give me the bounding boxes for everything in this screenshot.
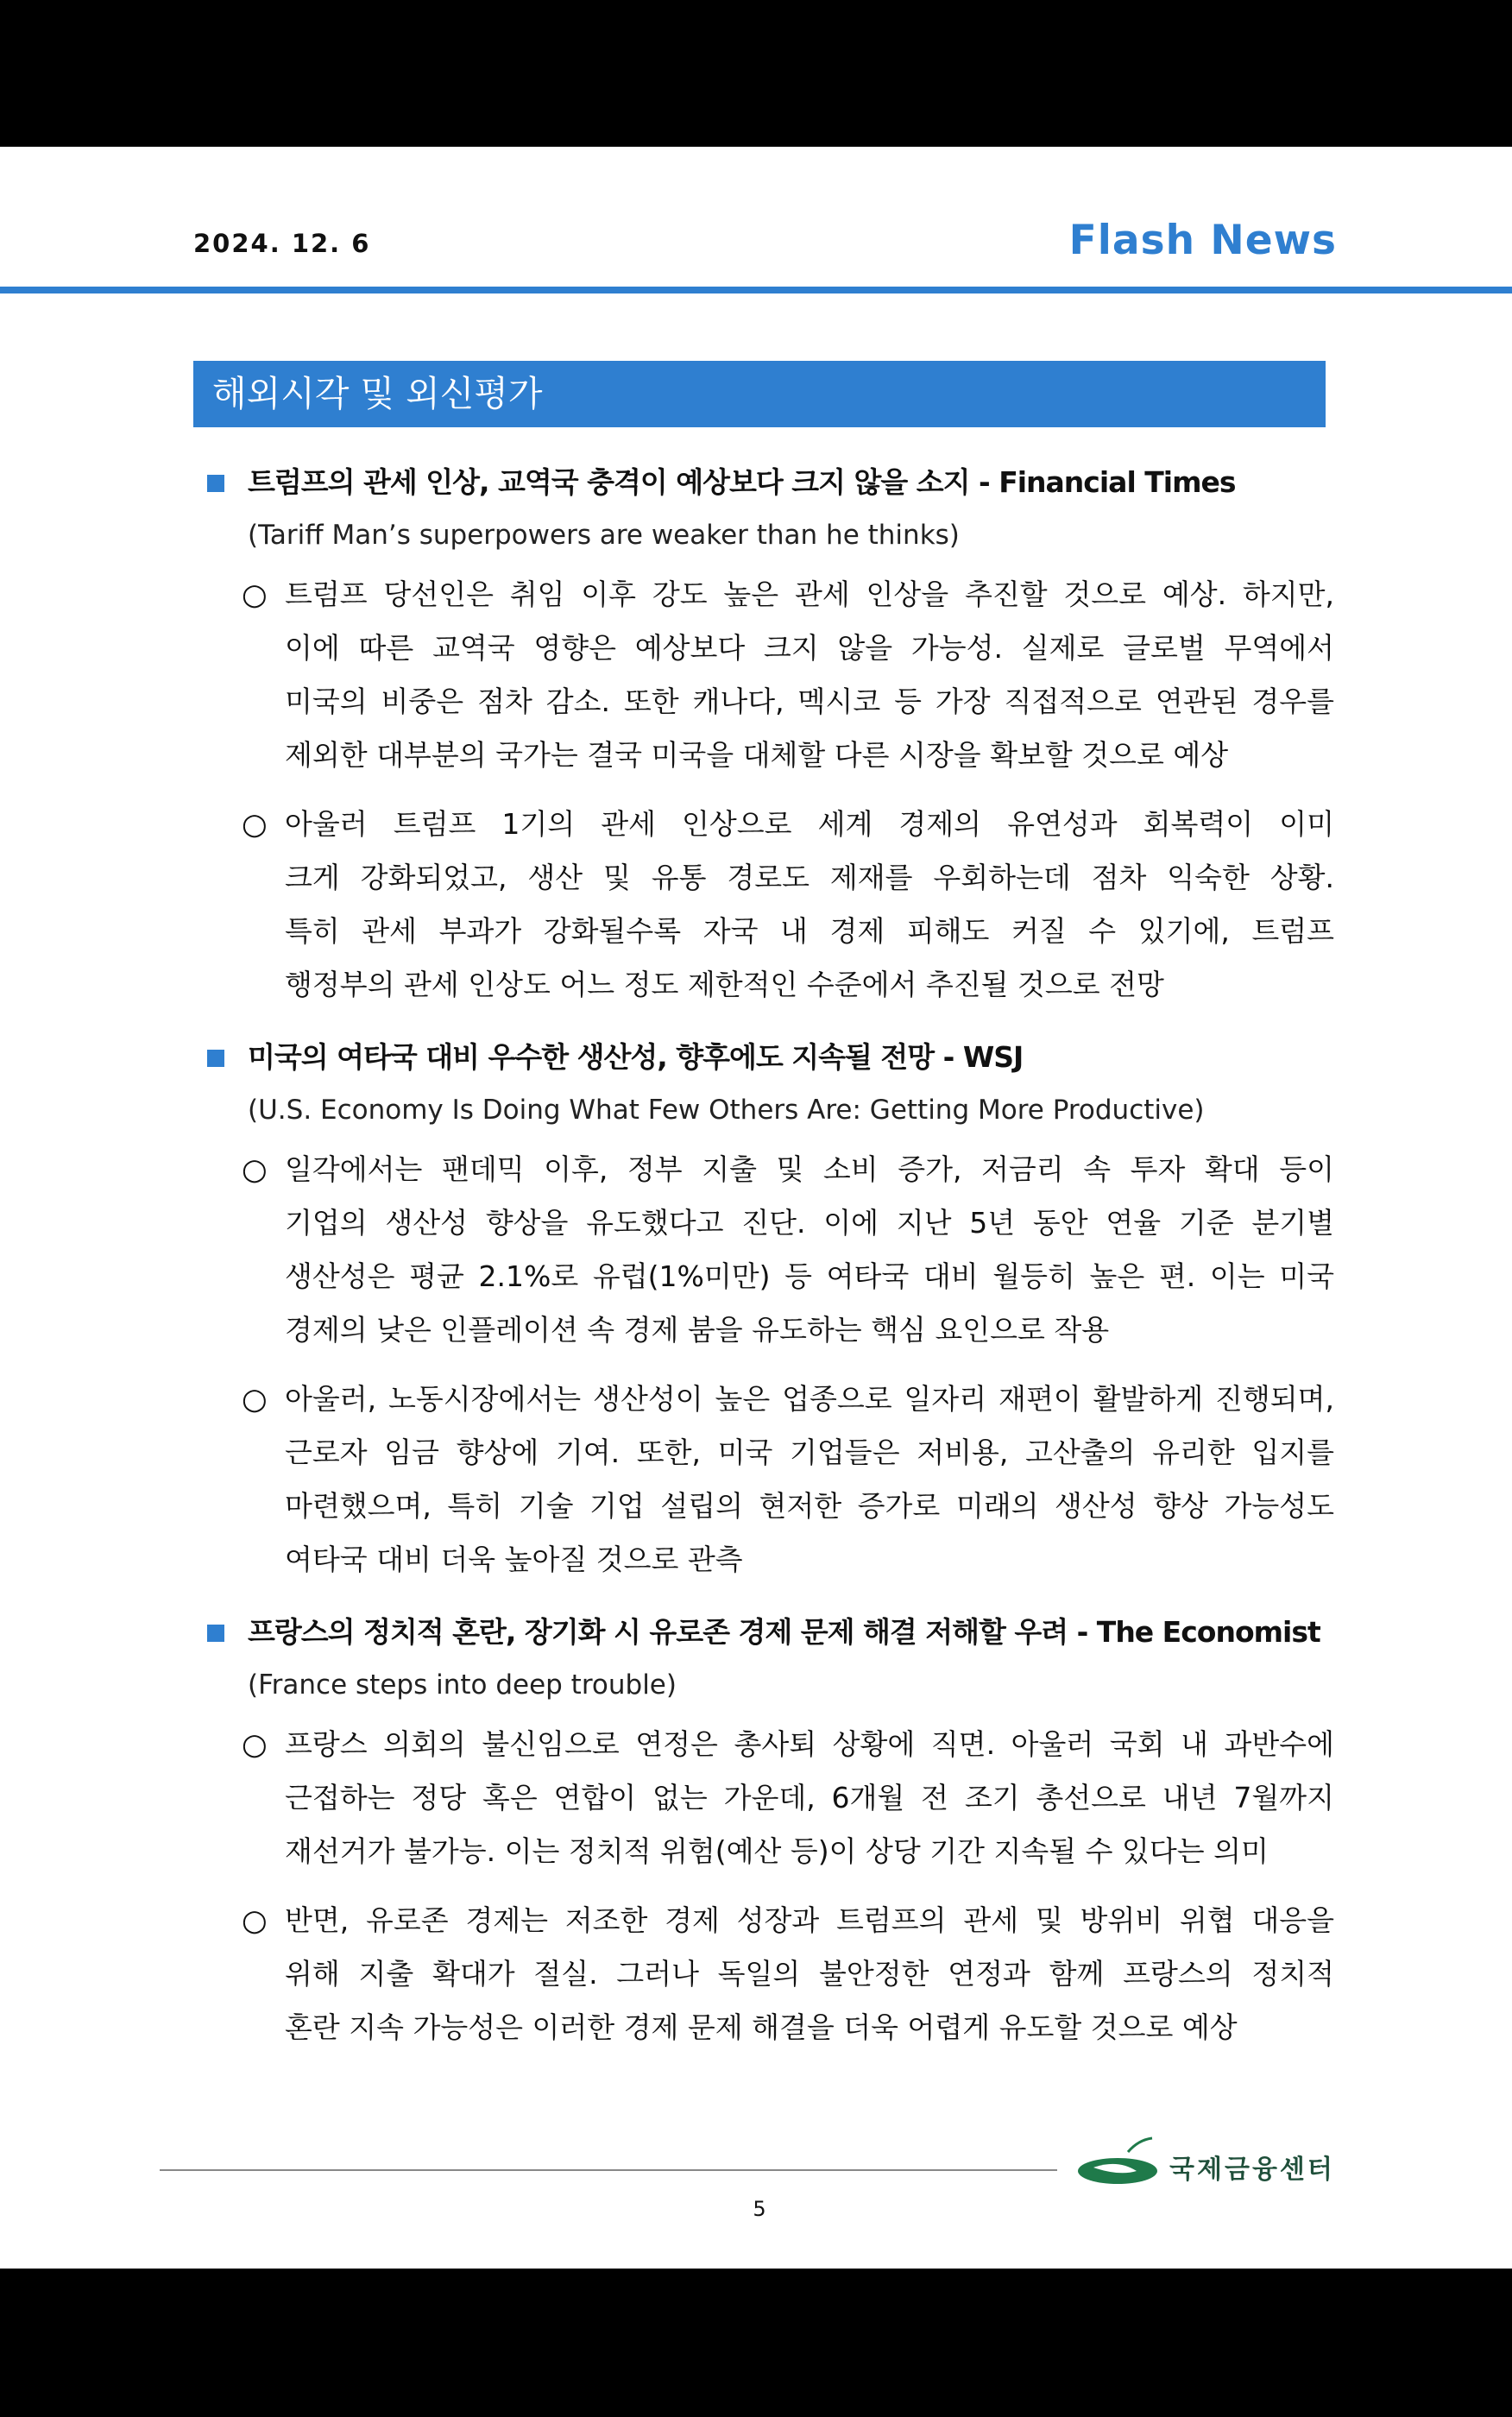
bullet-text-line: 프랑스 의회의 불신임으로 연정은 총사퇴 상황에 직면. 아울러 국회 내 과반수에 xyxy=(285,1727,1334,1761)
circle-bullet-icon: ○ xyxy=(242,1727,268,1762)
article-3 xyxy=(198,1606,1334,2070)
report-date: 2024. 12. 6 xyxy=(193,229,371,258)
bullet-point xyxy=(242,798,1334,1012)
bullet-point xyxy=(242,1373,1334,1587)
square-bullet-icon xyxy=(207,475,224,492)
bullet-text-line: 미국의 비중은 점차 감소. 또한 캐나다, 멕시코 등 가장 직접적으로 연관된 경우를 xyxy=(285,685,1334,718)
footer-rule xyxy=(160,2169,1057,2171)
article-subtitle: (U.S. Economy Is Doing What Few Others Are: Getting More Productive) xyxy=(248,1095,1205,1126)
bullet-point xyxy=(242,1894,1334,2054)
square-bullet-icon xyxy=(207,1050,224,1067)
bullet-text-line: 특히 관세 부과가 강화될수록 자국 내 경제 피해도 커질 수 있기에, 트럼프 xyxy=(285,914,1334,948)
square-bullet-icon xyxy=(207,1625,224,1642)
circle-bullet-icon: ○ xyxy=(242,577,268,612)
bullet-text-line: 일각에서는 팬데믹 이후, 정부 지출 및 소비 증가, 저금리 속 투자 확대 등이 xyxy=(285,1152,1334,1186)
document-page xyxy=(0,147,1512,2269)
bullet-text-line: 마련했으며, 특히 기술 기업 설립의 현저한 증가로 미래의 생산성 향상 가능성도 xyxy=(285,1489,1334,1523)
bullet-text-line: 트럼프 당선인은 취임 이후 강도 높은 관세 인상을 추진할 것으로 예상. 하지만, xyxy=(285,577,1334,611)
bullet-text-line: 제외한 대부분의 국가는 결국 미국을 대체할 다른 시장을 확보할 것으로 예상 xyxy=(285,738,1229,772)
bullet-text-line: 아울러 트럼프 1기의 관세 인상으로 세계 경제의 유연성과 회복력이 이미 xyxy=(285,807,1334,841)
bullet-text-line: 경제의 낮은 인플레이션 속 경제 붐을 유도하는 핵심 요인으로 작용 xyxy=(285,1313,1110,1347)
bullet-text-line: 재선거가 불가능. 이는 정치적 위험(예산 등)이 상당 기간 지속될 수 있다는 의미 xyxy=(285,1834,1269,1868)
circle-bullet-icon: ○ xyxy=(242,1152,268,1187)
article-1 xyxy=(198,456,1334,1027)
bullet-text-line: 기업의 생산성 향상을 유도했다고 진단. 이에 지난 5년 동안 연율 기준 분기별 xyxy=(285,1206,1334,1240)
bullet-text-line: 행정부의 관세 인상도 어느 정도 제한적인 수준에서 추진될 것으로 전망 xyxy=(285,968,1164,1001)
bullet-text-line: 혼란 지속 가능성은 이러한 경제 문제 해결을 더욱 어렵게 유도할 것으로 예상 xyxy=(285,2010,1238,2044)
bullet-text-line: 반면, 유로존 경제는 저조한 경제 성장과 트럼프의 관세 및 방위비 위협 대응을 xyxy=(285,1903,1334,1937)
bullet-text-line: 근로자 임금 향상에 기여. 또한, 미국 기업들은 저비용, 고산출의 유리한 입지를 xyxy=(285,1436,1334,1469)
article-title: 미국의 여타국 대비 우수한 생산성, 향후에도 지속될 전망 - WSJ xyxy=(198,1031,1334,1084)
bullet-point xyxy=(242,1718,1334,1878)
article-2 xyxy=(198,1031,1334,1602)
bullet-text-line: 크게 강화되었고, 생산 및 유통 경로도 제재를 우회하는데 점차 익숙한 상황. xyxy=(285,861,1334,894)
bullet-text-line: 위해 지출 확대가 절실. 그러나 독일의 불안정한 연정과 함께 프랑스의 정치적 xyxy=(285,1957,1334,1991)
article-subtitle: (France steps into deep trouble) xyxy=(248,1669,677,1701)
article-title: 트럼프의 관세 인상, 교역국 충격이 예상보다 크지 않을 소지 - Financial Times xyxy=(198,456,1334,509)
bullet-point xyxy=(242,568,1334,782)
footer-org-name: 국제금융센터 xyxy=(1169,2155,1335,2185)
header-rule xyxy=(0,287,1512,293)
circle-bullet-icon: ○ xyxy=(242,807,268,842)
kcif-logo-icon xyxy=(1076,2133,1162,2193)
report-brand: Flash News xyxy=(1068,217,1337,264)
bullet-text-line: 이에 따른 교역국 영향은 예상보다 크지 않을 가능성. 실제로 글로벌 무역에서 xyxy=(285,631,1334,665)
section-title: 해외시각 및 외신평가 xyxy=(193,361,1326,427)
page-number: 5 xyxy=(753,2197,766,2221)
bullet-point xyxy=(242,1143,1334,1357)
bullet-text-line: 아울러, 노동시장에서는 생산성이 높은 업종으로 일자리 재편이 활발하게 진행되며, xyxy=(285,1382,1334,1416)
circle-bullet-icon: ○ xyxy=(242,1382,268,1417)
article-title: 프랑스의 정치적 혼란, 장기화 시 유로존 경제 문제 해결 저해할 우려 - The Economist xyxy=(198,1606,1334,1659)
bullet-text-line: 생산성은 평균 2.1%로 유럽(1%미만) 등 여타국 대비 월등히 높은 편. 이는 미국 xyxy=(285,1259,1334,1293)
bullet-text-line: 여타국 대비 더욱 높아질 것으로 관측 xyxy=(285,1543,743,1576)
bullet-text-line: 근접하는 정당 혹은 연합이 없는 가운데, 6개월 전 조기 총선으로 내년 7월까지 xyxy=(285,1781,1334,1814)
circle-bullet-icon: ○ xyxy=(242,1903,268,1938)
article-subtitle: (Tariff Man’s superpowers are weaker than he thinks) xyxy=(248,520,960,551)
